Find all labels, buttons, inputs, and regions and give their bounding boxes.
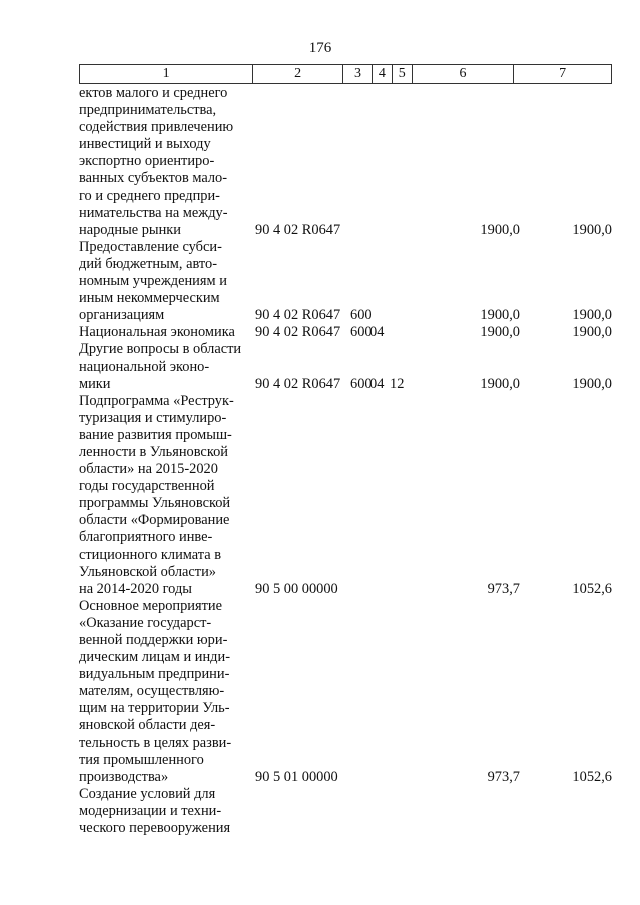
page-number: 176 bbox=[308, 40, 332, 56]
description-line: области» на 2015-2020 bbox=[79, 461, 218, 478]
table-row bbox=[79, 598, 612, 786]
row-code: 90 5 00 00000 bbox=[255, 580, 338, 597]
row-code: 90 4 02 R0647 bbox=[255, 307, 341, 324]
table-row bbox=[79, 786, 612, 837]
row-description bbox=[79, 85, 249, 239]
description-line: области «Формирование bbox=[79, 512, 230, 529]
description-line: видуальным предприни- bbox=[79, 666, 230, 683]
row-values bbox=[249, 581, 612, 598]
row-col-4: 04 bbox=[370, 375, 385, 392]
description-line: туризация и стимулиро- bbox=[79, 409, 227, 426]
row-code: 90 4 02 R0647 bbox=[255, 324, 341, 341]
row-description bbox=[79, 239, 249, 324]
table-body bbox=[79, 85, 612, 837]
header-col-7: 7 bbox=[559, 66, 567, 81]
table-row bbox=[79, 324, 612, 341]
header-col-3: 3 bbox=[343, 65, 373, 83]
description-line: ванных субъектов мало- bbox=[79, 170, 228, 187]
description-line: стиционного климата в bbox=[79, 546, 222, 563]
row-col-3: 600 bbox=[350, 324, 372, 341]
row-description bbox=[79, 393, 249, 598]
description-line: мики bbox=[79, 375, 111, 392]
row-value-6: 973,7 bbox=[487, 768, 520, 785]
table-header bbox=[79, 64, 612, 84]
description-line: дий бюджетным, авто- bbox=[79, 255, 217, 272]
row-values bbox=[249, 324, 612, 341]
row-description bbox=[79, 598, 249, 786]
description-line: организациям bbox=[79, 307, 165, 324]
description-line: содействия привлечению bbox=[79, 119, 234, 136]
row-value-7: 1900,0 bbox=[572, 307, 612, 324]
description-line: Предоставление субси- bbox=[79, 238, 222, 255]
description-line: тельность в целях разви- bbox=[79, 734, 232, 751]
row-code: 90 5 01 00000 bbox=[255, 768, 338, 785]
description-line: мателям, осуществляю- bbox=[79, 683, 225, 700]
row-col-4: 04 bbox=[370, 324, 385, 341]
description-line: иным некоммерческим bbox=[79, 290, 220, 307]
row-value-7: 1900,0 bbox=[572, 375, 612, 392]
description-line: благоприятного инве- bbox=[79, 529, 213, 546]
row-values bbox=[249, 769, 612, 786]
table-row bbox=[79, 239, 612, 324]
header-col-4: 4 bbox=[373, 65, 393, 83]
description-line: номным учреждениям и bbox=[79, 273, 227, 290]
row-col-3: 600 bbox=[350, 375, 372, 392]
row-value-6: 1900,0 bbox=[480, 221, 520, 238]
description-line: производства» bbox=[79, 768, 169, 785]
description-line: Создание условий для bbox=[79, 785, 216, 802]
row-value-7: 1052,6 bbox=[572, 768, 612, 785]
description-line: годы государственной bbox=[79, 478, 215, 495]
description-line: вание развития промыш- bbox=[79, 426, 232, 443]
description-line: венной поддержки юри- bbox=[79, 632, 228, 648]
description-line: ческого перевооружения bbox=[79, 820, 231, 837]
description-line: модернизации и техни- bbox=[79, 802, 222, 819]
row-values bbox=[249, 222, 612, 239]
description-line: яновской области дея- bbox=[79, 717, 216, 734]
description-line: предпринимательства, bbox=[79, 102, 217, 119]
row-value-7: 1900,0 bbox=[572, 324, 612, 341]
row-col-5: 12 bbox=[390, 375, 405, 392]
description-line: национальной эконо- bbox=[79, 358, 210, 375]
row-value-6: 1900,0 bbox=[480, 324, 520, 341]
row-values bbox=[249, 307, 612, 324]
description-line: Другие вопросы в области bbox=[79, 341, 242, 358]
description-line: «Оказание государст- bbox=[79, 614, 212, 631]
description-line: нимательства на между- bbox=[79, 204, 228, 221]
row-col-3: 600 bbox=[350, 307, 372, 324]
description-line: на 2014-2020 годы bbox=[79, 580, 192, 597]
row-description bbox=[79, 786, 249, 837]
header-col-1: 1 bbox=[80, 65, 253, 83]
description-line: народные рынки bbox=[79, 221, 181, 238]
description-line: ектов малого и среднего bbox=[79, 85, 228, 101]
row-code: 90 4 02 R0647 bbox=[255, 221, 341, 238]
row-value-7: 1900,0 bbox=[572, 221, 612, 238]
description-line: Основное мероприятие bbox=[79, 597, 223, 614]
description-line: щим на территории Уль- bbox=[79, 700, 230, 717]
row-description bbox=[79, 341, 249, 392]
description-line: тия промышленного bbox=[79, 751, 204, 768]
row-value-6: 1900,0 bbox=[480, 307, 520, 324]
description-line: Ульяновской области» bbox=[79, 563, 216, 580]
row-value-6: 1900,0 bbox=[480, 375, 520, 392]
description-line: Национальная экономика bbox=[79, 324, 235, 341]
description-line: экспортно ориентиро- bbox=[79, 153, 215, 170]
row-description bbox=[79, 324, 249, 341]
table-row bbox=[79, 341, 612, 392]
row-value-7: 1052,6 bbox=[572, 580, 612, 597]
description-line: инвестиций и выходу bbox=[79, 136, 211, 153]
header-col-5: 5 bbox=[393, 65, 413, 83]
header-col-6: 6 bbox=[413, 65, 515, 83]
table-row bbox=[79, 85, 612, 239]
description-line: программы Ульяновской bbox=[79, 495, 231, 512]
description-line: го и среднего предпри- bbox=[79, 187, 220, 204]
description-line: дическим лицам и инди- bbox=[79, 649, 230, 666]
row-values bbox=[249, 376, 612, 393]
description-line: ленности в Ульяновской bbox=[79, 443, 228, 460]
table-row bbox=[79, 393, 612, 598]
header-col-2: 2 bbox=[253, 65, 343, 83]
row-value-6: 973,7 bbox=[487, 580, 520, 597]
row-code: 90 4 02 R0647 bbox=[255, 375, 341, 392]
description-line: Подпрограмма «Реструк- bbox=[79, 392, 234, 409]
